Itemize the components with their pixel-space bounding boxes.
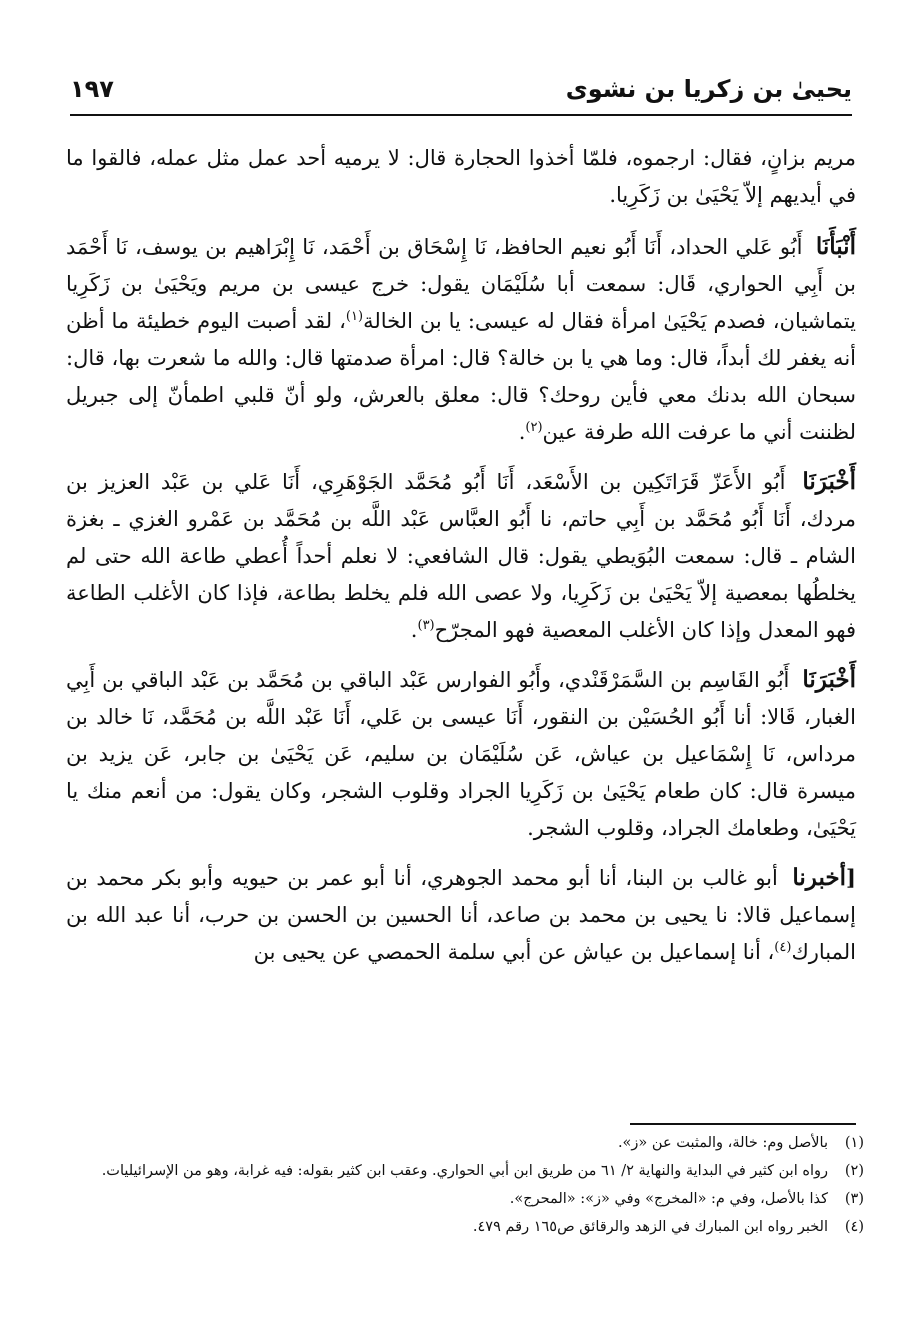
paragraph-lead-word: أَخْبَرَنَا (802, 666, 856, 693)
running-title: يحيىٰ بن زكريا بن نشوى (565, 75, 852, 103)
paragraph-text-continued: ، لقد أصبت اليوم خطيئة ما أظن أنه يغفر لك أبداً، قال: وما هي يا بن خالة؟ قال: امرأة صدمتها قال: والله ما شعرت بها، قال: سبحان الله بدنك معي فأين روحك؟ قال: معلق بالعرش، ولو أنّ قلبي اطمأنّ إلى جبريل لظننت أني ما عرفت الله طرفة عين (66, 309, 856, 444)
main-text (66, 140, 856, 983)
paragraph-text: أبو غالب بن البنا، أنا أبو محمد الجوهري، أنا أبو عمر بن حيويه وأبو بكر محمد بن إسماعيل قالا: نا يحيى بن محمد بن صاعد، أنا الحسين بن الحسن بن حرب، أنا عبد الله بن المبارك (66, 866, 856, 964)
paragraph-1 (66, 140, 856, 214)
paragraph-text: أَبُو القَاسِم بن السَّمَرْقَنْدي، وأَبُو الفوارس عَبْد الباقي بن مُحَمَّد بن عَبْد الباقي بن أَبِي الغبار، قَالا: أنا أَبُو الحُسَيْن بن النقور، أَنَا عيسى بن عَلي، أَنَا عَبْد اللَّه بن مُحَمَّد، نَا خالد بن مرداس، نَا إِسْمَاعيل بن عياش، عَن سُلَيْمَان بن سليم، عَن يَحْيَىٰ بن جابر، عَن يزيد بن ميسرة قال: كان طعام يَحْيَىٰ بن زَكَرِيا الجراد وقلوب الشجر، وكان يقول: من أنعم منك يا يَحْيَىٰ، وطعامك الجراد، وقلوب الشجر. (66, 668, 857, 840)
footnote-item (66, 1215, 864, 1240)
header-divider (70, 114, 852, 116)
paragraph-5 (66, 859, 856, 971)
paragraph-text: مريم بزانٍ، فقال: ارجموه، فلمّا أخذوا الحجارة قال: لا يرميه أحد عمل مثل عمله، فالقوا ما في أيديهم إلاّ يَحْيَىٰ بن زَكَرِيا. (66, 146, 856, 207)
footnote-number: (٣) (844, 1191, 864, 1207)
page-number: ١٩٧ (70, 75, 114, 103)
paragraph-lead-word: أَنْبَأَنَا (815, 233, 856, 260)
running-header (70, 64, 852, 104)
paragraph-4 (66, 661, 856, 847)
paragraph-3 (66, 463, 856, 649)
opening-bracket: [ (846, 865, 856, 890)
footnote-number: (٢) (844, 1163, 864, 1179)
paragraph-lead-word: أَخْبَرَنَا (802, 468, 856, 495)
footnote-item (66, 1159, 864, 1184)
footnote-text: كذا بالأصل، وفي م: «المخرج» وفي «ز»: «المحرج». (509, 1191, 828, 1207)
footnote-text: رواه ابن كثير في البداية والنهاية ٢/ ٦١ من طريق ابن أبي الحواري. وعقب ابن كثير بقوله: فيه غرابة، وهو من الإسرائيليات. (101, 1163, 828, 1179)
footnote-item (66, 1187, 864, 1212)
paragraph-text-end: . (410, 618, 418, 642)
paragraph-text-end: . (518, 420, 526, 444)
footnote-reference[interactable]: (٢) (525, 420, 543, 435)
paragraph-text: أَبُو عَلي الحداد، أَنَا أَبُو نعيم الحافظ، نَا إِسْحَاق بن أَحْمَد، نَا إِبْرَاهيم بن يوسف، نَا أَحْمَد بن أَبِي الحواري، قَال: سمعت أبا سُلَيْمَان يقول: خرج عيسى بن مريم ويَحْيَىٰ بن زَكَرِيا يتماشيان، فصدم يَحْيَىٰ امرأة فقال له عيسى: يا بن الخالة (66, 235, 856, 333)
paragraph-text: أَبُو الأَعَزّ قَرَاتَكِين بن الأَسْعَد، أَنَا أَبُو مُحَمَّد الجَوْهَرِي، أَنَا عَلي بن عَبْد العزيز بن مردك، أَنَا أَبُو مُحَمَّد بن أَبِي حاتم، نا أَبُو العبَّاس عَبْد اللَّه بن مُحَمَّد بن عَمْرو الغزي ـ بغزة الشام ـ قال: سمعت البُوَيطي يقول: قال الشافعي: لا نعلم أحداً أُعطي طاعة الله حتى لم يخلطُها بمعصية إلاّ يَحْيَىٰ بن زَكَرِيا، ولا عصى الله فلم يخلط بطاعة، فإذا كان الأغلب الطاعة فهو المعدل وإذا كان الأغلب المعصية فهو المجرّح (66, 470, 856, 642)
footnote-text: بالأصل وم: خالة، والمثبت عن «ز». (617, 1135, 828, 1151)
footnote-number: (٤) (844, 1219, 864, 1235)
footnote-divider (630, 1123, 856, 1125)
paragraph-2 (66, 228, 856, 451)
footnotes (66, 1131, 864, 1243)
footnote-number: (١) (844, 1135, 864, 1151)
footnote-item (66, 1131, 864, 1156)
footnote-text: الخبر رواه ابن المبارك في الزهد والرقائق ص١٦٥ رقم ٤٧٩. (472, 1219, 828, 1235)
paragraph-lead-word: أخبرنا (792, 864, 847, 891)
footnote-reference[interactable]: (٣) (417, 618, 435, 633)
footnote-reference[interactable]: (١) (345, 309, 364, 324)
footnote-reference[interactable]: (٤) (774, 940, 792, 955)
paragraph-text-end: ، أنا إسماعيل بن عياش عن أبي سلمة الحمصي عن يحيى بن (253, 940, 775, 964)
